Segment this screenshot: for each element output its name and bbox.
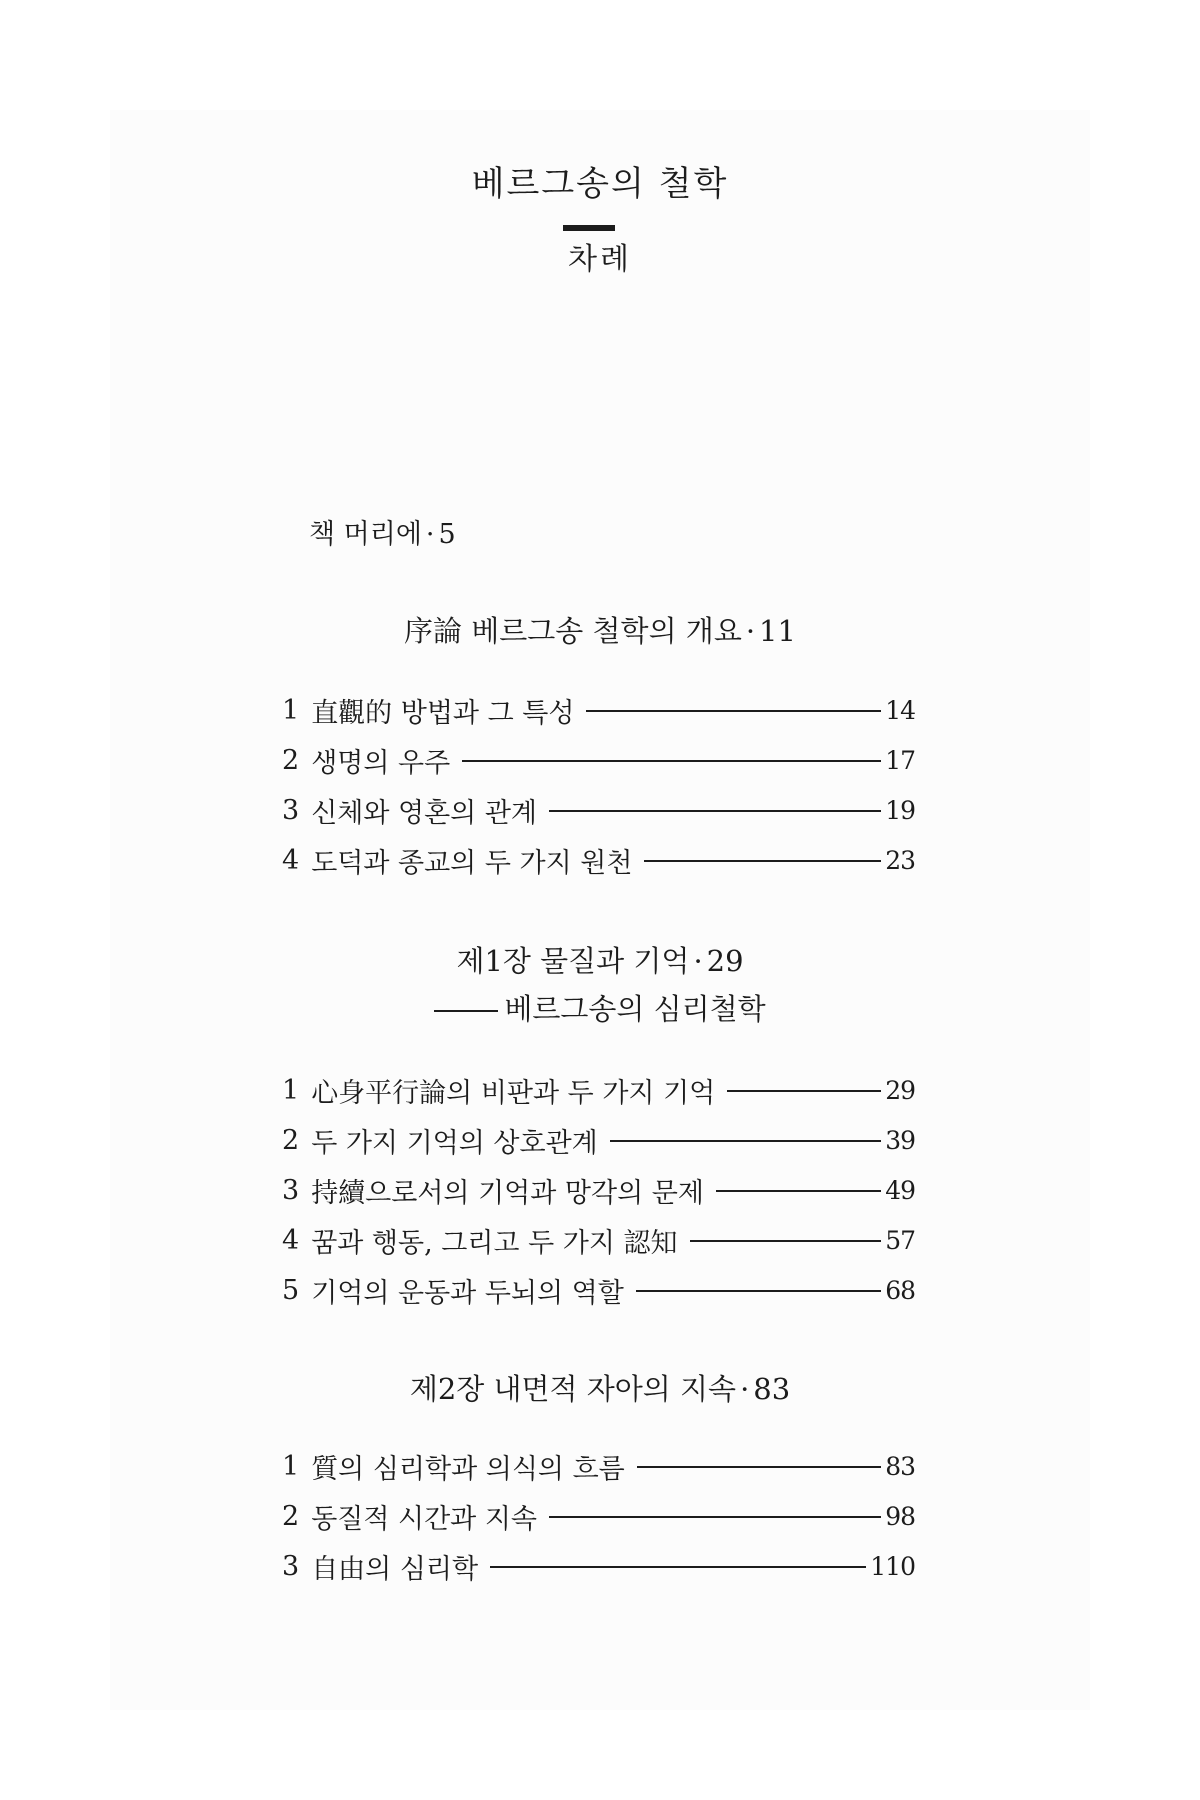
leader-line (549, 1516, 881, 1518)
entry-title: 동질적 시간과 지속 (311, 1503, 538, 1535)
subtitle-text: 베르그송의 심리철학 (504, 992, 766, 1026)
section-title: 序論 베르그송 철학의 개요 (404, 614, 742, 648)
section-heading-chapter-2 (0, 1370, 1200, 1408)
toc-entry (282, 740, 915, 780)
toc-heading: 차례 (568, 242, 632, 277)
entry-number: 3 (282, 1550, 300, 1582)
front-matter-page: 5 (438, 519, 456, 550)
entry-page: 14 (885, 695, 915, 725)
entry-title: 생명의 우주 (311, 747, 451, 779)
subtitle-dash (434, 1010, 498, 1012)
section-heading-chapter-1 (0, 942, 1200, 980)
section-subtitle (0, 990, 1200, 1028)
leader-line (716, 1190, 881, 1192)
entry-title: 質의 심리학과 의식의 흐름 (311, 1453, 625, 1485)
toc-entry (282, 1120, 915, 1160)
entry-title: 기억의 운동과 두뇌의 역할 (311, 1277, 624, 1309)
section-separator: · (745, 614, 756, 648)
entry-page: 98 (885, 1501, 915, 1531)
section-page: 11 (759, 614, 796, 648)
leader-line (490, 1566, 866, 1568)
entry-title: 신체와 영혼의 관계 (311, 797, 538, 829)
entry-number: 3 (282, 1174, 300, 1206)
entry-page: 57 (885, 1225, 915, 1255)
entry-title: 自由의 심리학 (311, 1553, 479, 1585)
leader-line (637, 1466, 881, 1468)
leader-line (549, 810, 881, 812)
entry-number: 2 (282, 1500, 300, 1532)
leader-line (644, 860, 881, 862)
entry-title: 도덕과 종교의 두 가지 원천 (311, 847, 633, 879)
toc-entry (282, 1446, 915, 1486)
entry-title: 直觀的 방법과 그 특성 (311, 697, 575, 729)
entry-number: 3 (282, 794, 300, 826)
leader-line (610, 1140, 881, 1142)
toc-entry (282, 1496, 915, 1536)
section-title: 제1장 물질과 기억 (456, 944, 690, 978)
entry-page: 29 (885, 1075, 915, 1105)
entry-number: 4 (282, 1224, 300, 1256)
toc-entry (282, 1220, 915, 1260)
leader-line (690, 1240, 882, 1242)
toc-entry (282, 690, 915, 730)
leader-line (636, 1290, 881, 1292)
section-separator: · (740, 1372, 750, 1406)
entry-number: 1 (282, 694, 300, 726)
book-title: 베르그송의 철학 (471, 164, 729, 204)
entry-title: 꿈과 행동, 그리고 두 가지 認知 (311, 1227, 678, 1259)
front-matter-label: 책 머리에 (309, 519, 422, 550)
toc-entry (282, 1170, 915, 1210)
entry-number: 4 (282, 844, 300, 876)
front-matter-separator: · (425, 519, 435, 550)
entry-number: 1 (282, 1074, 300, 1106)
section-separator: · (693, 944, 703, 978)
toc-entry (282, 1270, 915, 1310)
section-page: 83 (753, 1372, 791, 1406)
section-heading-intro (0, 612, 1200, 650)
entry-number: 2 (282, 744, 300, 776)
entry-page: 110 (870, 1551, 915, 1581)
entry-page: 17 (885, 745, 915, 775)
entry-page: 68 (885, 1275, 915, 1305)
toc-entry (282, 840, 915, 880)
entry-title: 두 가지 기억의 상호관계 (311, 1127, 598, 1159)
entry-page: 19 (885, 795, 915, 825)
entry-page: 23 (885, 845, 915, 875)
entry-title: 持續으로서의 기억과 망각의 문제 (311, 1177, 704, 1209)
leader-line (586, 710, 881, 712)
entry-page: 39 (885, 1125, 915, 1155)
entry-number: 5 (282, 1274, 300, 1306)
title-rule (563, 225, 615, 231)
entry-title: 心身平行論의 비판과 두 가지 기억 (311, 1077, 716, 1109)
front-matter-item (309, 517, 456, 553)
entry-number: 2 (282, 1124, 300, 1156)
entry-number: 1 (282, 1450, 300, 1482)
toc-entry (282, 1070, 915, 1110)
leader-line (727, 1090, 881, 1092)
toc-entry (282, 790, 915, 830)
leader-line (462, 760, 881, 762)
toc-entry (282, 1546, 915, 1586)
section-page: 29 (706, 944, 744, 978)
section-title: 제2장 내면적 자아의 지속 (409, 1372, 737, 1406)
entry-page: 83 (885, 1451, 915, 1481)
entry-page: 49 (885, 1175, 915, 1205)
